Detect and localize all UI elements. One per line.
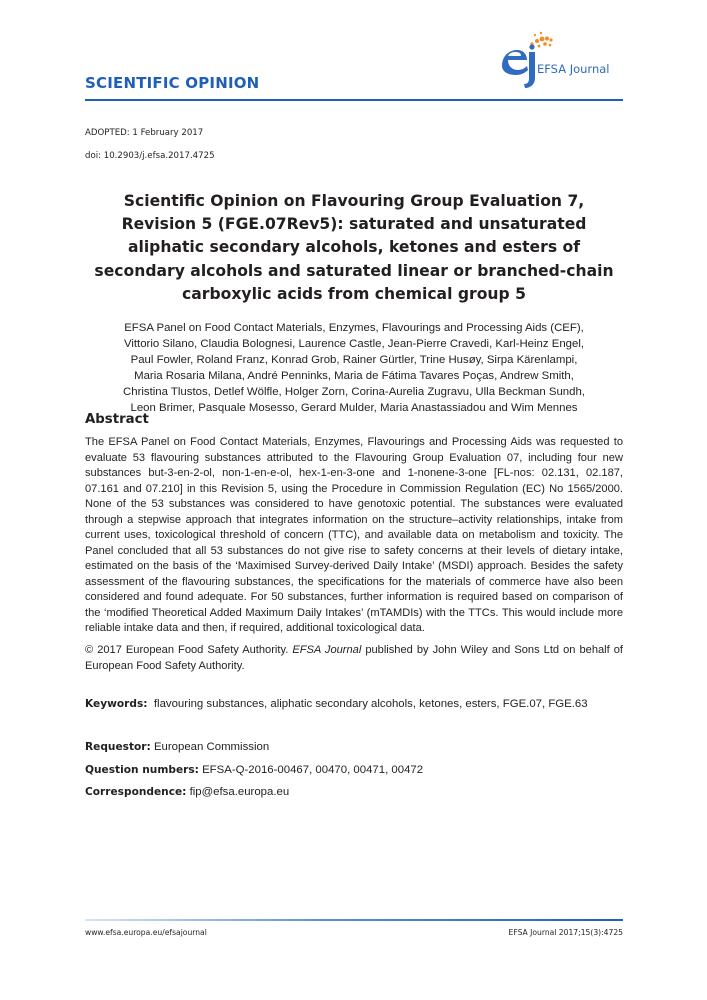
correspondence-email[interactable]: fip@efsa.europa.eu — [189, 786, 290, 798]
question-numbers — [85, 764, 423, 776]
article-title — [85, 190, 623, 306]
title-line: Scientific Opinion on Flavouring Group Evaluation 7, — [123, 192, 585, 210]
question-numbers-value: EFSA-Q-2016-00467, 00470, 00471, 00472 — [202, 764, 424, 776]
abstract-heading: Abstract — [85, 412, 149, 427]
title-line: secondary alcohols and saturated linear or branched-chain — [94, 261, 614, 280]
footer-rule — [85, 919, 623, 921]
copyright-suffix: published by John Wiley and Sons Ltd on behalf of European Food Safety Authority. — [85, 644, 624, 672]
requestor-value: European Commission — [153, 741, 270, 753]
correspondence-label: Correspondence: — [85, 786, 187, 798]
author-list — [85, 321, 623, 416]
author-line: Maria Rosaria Milana, André Penninks, Maria de Fátima Tavares Poças, Andrew Smith, — [134, 369, 574, 382]
author-line: Paul Fowler, Roland Franz, Konrad Grob, Rainer Gürtler, Trine Husøy, Sirpa Kärenlampi, — [130, 353, 578, 366]
author-line: Leon Brimer, Pasquale Mosesso, Gerard Mulder, Maria Anastassiadou and Wim Mennes — [130, 401, 578, 414]
correspondence — [85, 786, 289, 798]
keywords — [85, 698, 588, 710]
title-line: aliphatic secondary alcohols, ketones and esters of — [127, 238, 581, 257]
footer-url[interactable]: www.efsa.europa.eu/efsajournal — [85, 928, 207, 937]
footer-citation: EFSA Journal 2017;15(3):4725 — [508, 928, 623, 937]
efsa-journal-logo — [496, 30, 626, 90]
requestor-label: Requestor: — [85, 741, 151, 753]
author-line: EFSA Panel on Food Contact Materials, Enzymes, Flavourings and Processing Aids (CEF), — [124, 322, 584, 334]
requestor — [85, 741, 269, 753]
author-line: Christina Tlustos, Detlef Wölfle, Holger Zorn, Corina-Aurelia Zugravu, Ulla Beckman Sundh, — [123, 385, 585, 398]
keywords-value: flavouring substances, aliphatic secondary alcohols, ketones, esters, FGE.07, FGE.63 — [153, 698, 588, 710]
title-line: Revision 5 (FGE.07Rev5): saturated and unsaturated — [121, 215, 587, 234]
logo-ej-mark-icon — [502, 44, 535, 88]
author-line: Vittorio Silano, Claudia Bolognesi, Laurence Castle, Jean-Pierre Cravedi, Karl-Heinz Engel, — [123, 337, 585, 350]
copyright-notice — [85, 643, 623, 674]
title-line: carboxylic acids from chemical group 5 — [182, 284, 526, 303]
copyright-journal: EFSA Journal — [292, 644, 362, 656]
copyright-prefix: © 2017 European Food Safety Authority. — [85, 644, 293, 656]
doi: doi: 10.2903/j.efsa.2017.4725 — [85, 151, 215, 161]
header-rule — [85, 99, 623, 101]
journal-name: EFSA Journal — [537, 62, 610, 76]
section-label: SCIENTIFIC OPINION — [85, 74, 260, 92]
abstract-text: The EFSA Panel on Food Contact Materials, Enzymes, Flavourings and Processing Aids was requested to evaluate 53 flavouring substances attributed to the Flavouring Group Evaluation 07, including four new substances but-3-en-2-ol, non-1-en-e-ol, hex-1-en-3-one and 1-nonene-3-one [FL-nos: 02.131, 02.187, 07.161 and 07.210] in this Revision 5, using the Procedure in Commission Regulation (EC) No 1565/2000. None of the 53 substances was considered to have genotoxic potential. The substances were evaluated through a stepwise approach that integrates information on the structure–activity relationships, intake from current uses, toxicological threshold of concern (TTC), and available data on metabolism and toxicity. The Panel concluded that all 53 substances do not give rise to safety concerns at their levels of dietary intake, estimated on the basis of the ‘Maximised Survey-derived Daily Intake’ (MSDI) approach. Besides the safety assessment of the flavouring substances, the specifications for the materials of commerce have also been considered and found adequate. For 50 substances, further information is required based on comparison of the ‘modified Theoretical Added Maximum Daily Intakes’ (mTAMDIs) with the TTCs. This would include more reliable intake data and then, if required, additional toxicological data. — [85, 436, 623, 634]
keywords-label: Keywords: — [85, 698, 148, 710]
adopted-date: ADOPTED: 1 February 2017 — [85, 128, 204, 138]
question-numbers-label: Question numbers: — [85, 764, 199, 776]
